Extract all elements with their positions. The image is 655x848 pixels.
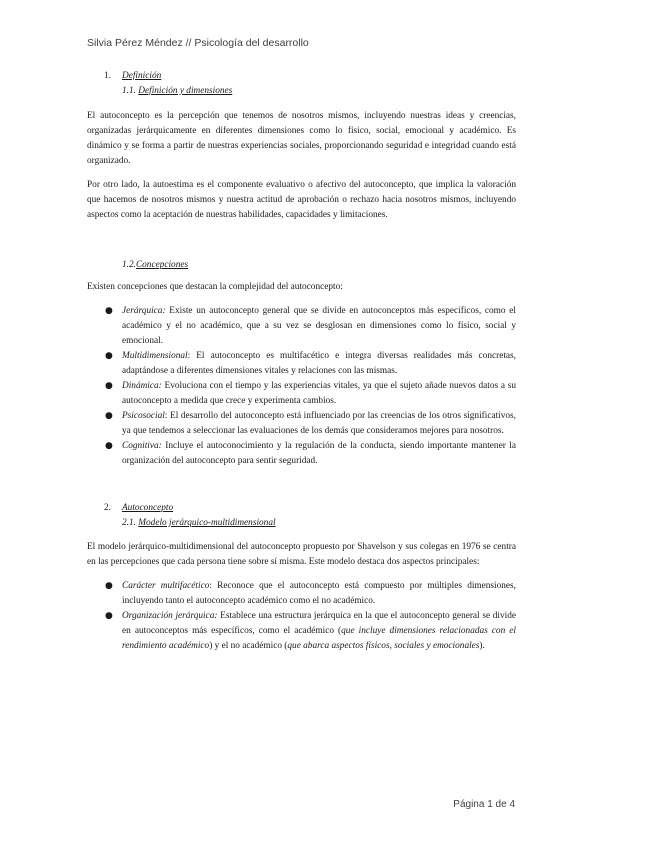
list-item-term: Cognitiva: xyxy=(122,441,162,451)
subsection-heading-1-1 xyxy=(87,84,516,99)
subsection-title: Modelo jerárquico-multidimensional xyxy=(138,518,276,528)
bullet-icon: ● xyxy=(105,411,113,421)
list-item-term: Jerárquica: xyxy=(122,306,166,316)
aspectos-list xyxy=(87,579,516,654)
list-item xyxy=(87,579,516,609)
section-heading-2 xyxy=(87,501,516,516)
section-title: Definición xyxy=(122,71,162,81)
list-item-emphasis: que abarca aspectos físicos, sociales y emocionales xyxy=(287,641,480,651)
list-item-text: ). xyxy=(479,641,485,651)
subsection-title: Concepciones xyxy=(135,260,189,270)
list-item-text: : Reconoce que el autoconcepto está compuesto por múltiples dimensiones, incluyendo tanto el autoconcepto académico como el no académico. xyxy=(122,581,516,606)
subsection-heading-2-1 xyxy=(87,516,516,531)
bullet-icon: ● xyxy=(105,351,113,361)
list-item-term: Carácter multifacético xyxy=(122,581,210,591)
list-item xyxy=(87,609,516,654)
bullet-icon: ● xyxy=(105,381,113,391)
section-title: Autoconcepto xyxy=(122,503,174,513)
bullet-icon: ● xyxy=(105,611,113,621)
list-item-term: Psicosocial xyxy=(122,411,165,421)
section-number: 2. xyxy=(104,503,111,513)
list-item-text: : El desarrollo del autoconcepto está influenciado por las creencias de los otros significativos, ya que tendemos a seleccionar las evaluaciones de los demás que consideramos mejores para nosotros. xyxy=(122,411,516,436)
list-item-emphasis: que incluye dimensiones relacionadas con el rendimiento académico xyxy=(122,626,516,651)
paragraph-autoconcepto: El autoconcepto es la percepción que tenemos de nosotros mismos, incluyendo nuestras ideas y creencias, organizadas jerárquicamente en diferentes dimensiones como lo físico, social, emocional y académico. Es dinámico y se forma a partir de nuestras experiencias sociales, proporcionando seguridad e integridad cuando está organizado. xyxy=(87,111,516,166)
list-item xyxy=(87,304,516,349)
list-item-term: Multidimensional xyxy=(122,351,188,361)
document-body xyxy=(87,69,516,662)
list-item xyxy=(87,409,516,439)
subsection-number: 1.2. xyxy=(122,260,136,270)
bullet-icon: ● xyxy=(105,581,113,591)
bullet-icon: ● xyxy=(105,306,113,316)
list-item-text: : El autoconcepto es multifacético e integra diversas realidades más concretas, adaptándose a diferentes dimensiones vitales y relaciones con las mismas. xyxy=(122,351,516,376)
list-item xyxy=(87,379,516,409)
concepciones-list xyxy=(87,304,516,469)
list-item-text: Existe un autoconcepto general que se divide en autoconceptos más específicos, como el académico y el no académico, que a su vez se desglosan en dimensiones como lo físico, social y emocional. xyxy=(122,306,516,346)
section-number: 1. xyxy=(104,71,111,81)
subsection-heading-1-2 xyxy=(87,258,516,273)
list-item-text: Incluye el autoconocimiento y la regulación de la conducta, siendo importante mantener la organización del autoconcepto para sentir seguridad. xyxy=(122,441,516,466)
paragraph-concepciones-intro: Existen concepciones que destacan la complejidad del autoconcepto: xyxy=(87,282,343,292)
page-header: Silvia Pérez Méndez // Psicología del desarrollo xyxy=(87,37,309,49)
section-heading-1 xyxy=(87,69,516,84)
page-footer: Página 1 de 4 xyxy=(453,799,515,810)
subsection-number: 1.1. xyxy=(122,86,136,96)
list-item xyxy=(87,349,516,379)
bullet-icon: ● xyxy=(105,441,113,451)
list-item-text: Evoluciona con el tiempo y las experiencias vitales, ya que el sujeto añade nuevos datos a su autoconcepto a medida que crece y experimenta cambios. xyxy=(122,381,516,406)
paragraph-autoestima: Por otro lado, la autoestima es el componente evaluativo o afectivo del autoconcepto, que implica la valoración que hacemos de nosotros mismos y nuestra actitud de aprobación o rechazo hacia nosotros mismos, incluyendo aspectos como la aceptación de nuestras habilidades, capacidades y limitaciones. xyxy=(87,180,516,220)
subsection-title: Definición y dimensiones xyxy=(138,86,233,96)
list-item-term: Organización jerárquica: xyxy=(122,611,218,621)
list-item-term: Dinámica: xyxy=(122,381,162,391)
subsection-number: 2.1. xyxy=(122,518,136,528)
list-item-text: ) y el no académico ( xyxy=(209,641,288,651)
list-item-text: Establece una estructura jerárquica en la que el autoconcepto general se divide en autoconceptos más específicos, como el académico ( xyxy=(122,611,516,636)
paragraph-modelo: El modelo jerárquico-multidimensional del autoconcepto propuesto por Shavelson y sus colegas en 1976 se centra en las percepciones que cada persona tiene sobre sí misma. Este modelo destaca dos aspectos principales: xyxy=(87,542,516,567)
list-item xyxy=(87,439,516,469)
